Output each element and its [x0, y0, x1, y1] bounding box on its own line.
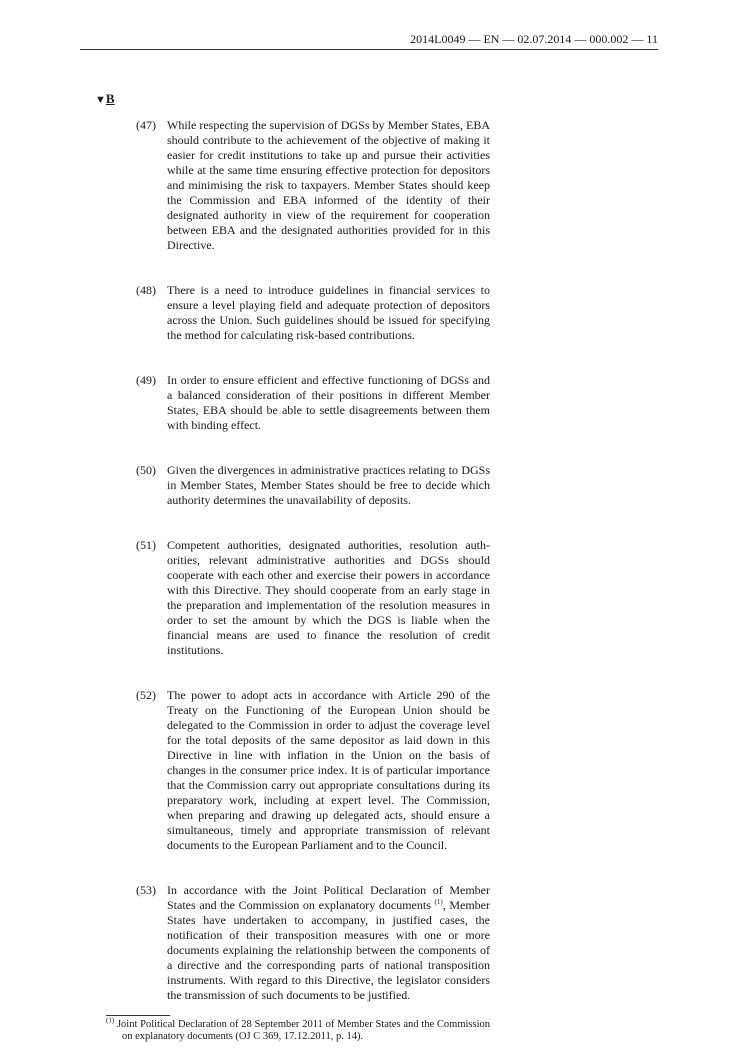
- recital-text: While respecting the supervision of DGSs by Member States, EBA should contribute to the achievement of the objective of making it easier for credit institutions to take up and pursue their activities while at the same time ensuring effective protection for depositors and minimising the risk to taxpayers. Member States should keep the Commission and EBA informed of the identity of their designated authority in view of the requirement for cooperation between EBA and the designated authorities provided for in this Directive.: [167, 118, 490, 252]
- recital-text: Competent authorities, designated authorities, resolution authorities, relevant administrative authorities and DGSs should cooperate with each other and exercise their powers in accordance with this Directive. They should cooperate from an early stage in the preparation and implementation of the resolution measures in order to set the amount by which the DGS is liable when the financial means are used to finance the resolution of credit institutions.: [167, 538, 490, 657]
- footnote-mark: (1): [106, 1016, 115, 1025]
- recital-text: [167, 883, 490, 1003]
- footnote: [106, 1016, 490, 1043]
- triangle-down-icon: ▼: [95, 94, 106, 106]
- recital-number: (53): [136, 883, 156, 897]
- recital-49: [136, 373, 490, 433]
- recital-number: (50): [136, 463, 156, 477]
- recital-48: [136, 283, 490, 343]
- running-header: [80, 32, 658, 50]
- recitals-list: [136, 118, 490, 1003]
- recital-text-part: , Member States have undertaken to accompany, in justified cases, the notification of their transposition measures with one or more documents explaining the relationship between the components of a directive and the corresponding parts of national transposition instruments. With regard to this Directive, the legislator considers the transmission of such documents to be justified.: [167, 898, 490, 1002]
- recital-52: [136, 688, 490, 853]
- recital-53: [136, 883, 490, 1003]
- running-header-text: 2014L0049 — EN — 02.07.2014 — 000.002 — 11: [410, 32, 658, 46]
- recital-text: The power to adopt acts in accordance with Article 290 of the Treaty on the Functioning of the European Union should be delegated to the Commission in order to adjust the coverage level for the total deposits of the same depositor as laid down in this Directive in line with inflation in the Union on the basis of changes in the consumer price index. It is of particular importance that the Commission carry out appropriate consultations during its preparatory work, including at expert level. The Commission, when preparing and drawing up delegated acts, should ensure a simultaneous, timely and appropriate transmission of relevant documents to the European Parliament and to the Council.: [167, 688, 490, 852]
- recital-number: (49): [136, 373, 156, 387]
- amendment-marker: [95, 92, 115, 107]
- recital-51: [136, 538, 490, 658]
- page-body: [106, 118, 490, 1043]
- recital-number: (48): [136, 283, 156, 297]
- recital-47: [136, 118, 490, 253]
- footnote-reference[interactable]: (1): [434, 898, 443, 906]
- recital-text: In order to ensure efficient and effective functioning of DGSs and a balanced consideration of their positions in different Member States, EBA should be able to settle disagreements between them with binding effect.: [167, 373, 490, 432]
- recital-text-part: In accordance with the Joint Political Declaration of Member States and the Commission on explanatory documents: [167, 883, 490, 912]
- recital-number: (47): [136, 118, 156, 132]
- recital-number: (52): [136, 688, 156, 702]
- recital-50: [136, 463, 490, 508]
- recital-text: There is a need to introduce guidelines in financial services to ensure a level playing field and adequate protection of depositors across the Union. Such guidelines should be issued for specifying the method for calculating risk-based contributions.: [167, 283, 490, 342]
- recital-text: Given the divergences in administrative practices relating to DGSs in Member States, Member States should be free to decide which authority determines the unavailability of deposits.: [167, 463, 490, 507]
- recital-number: (51): [136, 538, 156, 552]
- footnote-divider: [106, 1015, 170, 1016]
- marker-letter: B: [105, 91, 115, 106]
- footnote-text: Joint Political Declaration of 28 September 2011 of Member States and the Commission on explanatory documents (OJ C 369, 17.12.2011, p. 14).: [114, 1019, 490, 1042]
